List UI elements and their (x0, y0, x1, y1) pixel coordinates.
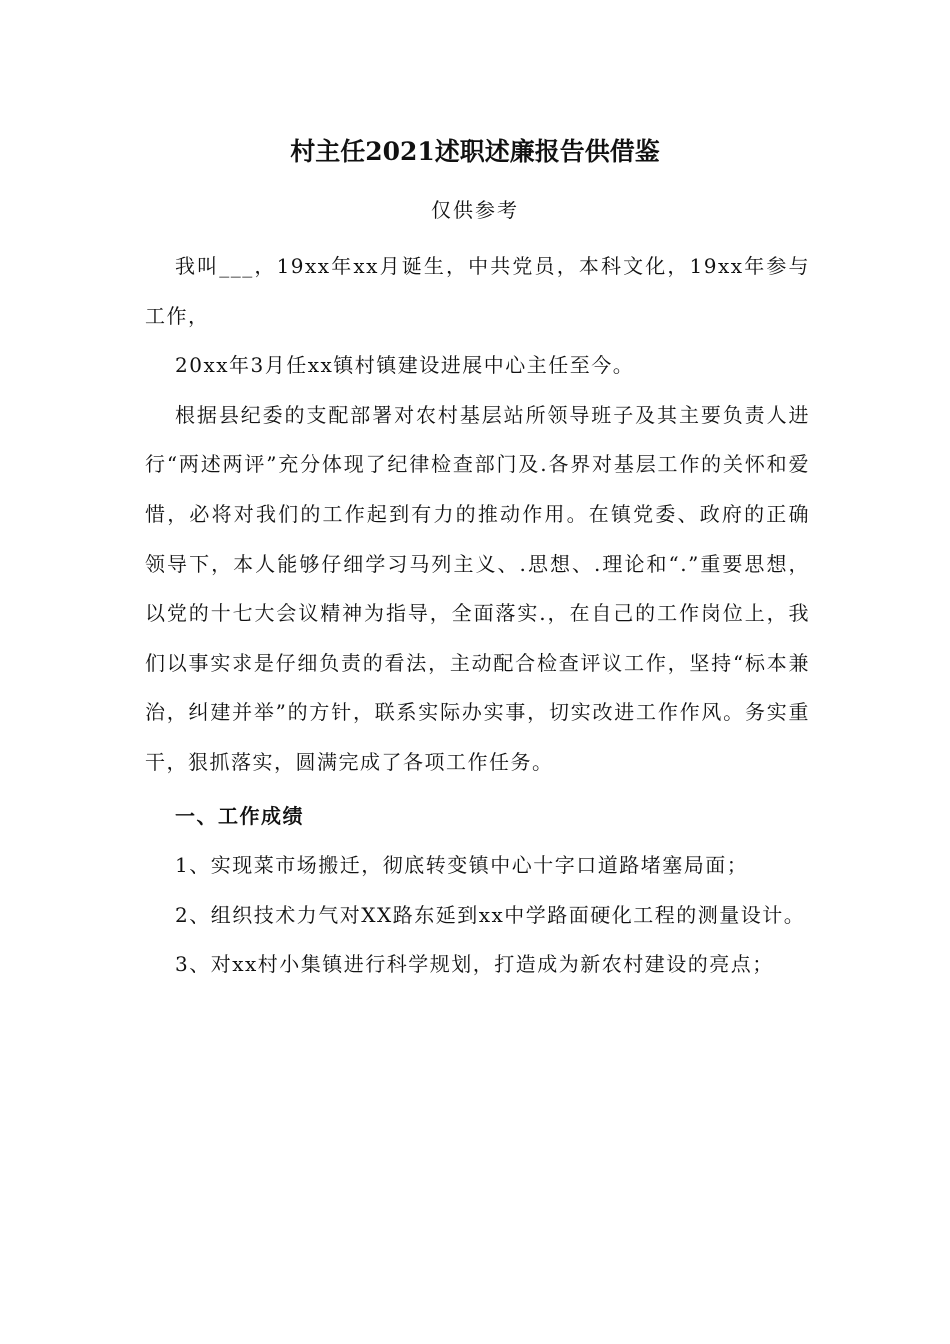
paragraph-intro: 我叫___，19xx年xx月诞生，中共党员，本科文化，19xx年参与工作， (145, 254, 810, 328)
document-body (145, 242, 810, 990)
document-subtitle: 仅供参考 (431, 198, 519, 222)
list-item: 2、组织技术力气对XX路东延到xx中学路面硬化工程的测量设计。 (175, 902, 806, 927)
paragraph-position: 20xx年3月任xx镇村镇建设进展中心主任至今。 (175, 353, 635, 378)
list-item: 3、对xx村小集镇进行科学规划，打造成为新农村建设的亮点； (175, 952, 774, 977)
document-title: 村主任2021述职述廉报告供借鉴 (290, 137, 660, 166)
paragraph-main: 根据县纪委的支配部署对农村基层站所领导班子及其主要负责人进行“两述两评”充分体现了纪律检查部门及.各界对基层工作的关怀和爱惜，必将对我们的工作起到有力的推动作用。在镇党委、政府的正确领导下，本人能够仔细学习马列主义、.思想、.理论和“.”重要思想，以党的十七大会议精神为指导，全面落实.，在自己的工作岗位上，我们以事实求是仔细负责的看法，主动配合检查评议工作，坚持“标本兼治，纠建并举”的方针，联系实际办实事，切实改进工作作风。务实重干，狠抓落实，圆满完成了各项工作任务。 (145, 402, 810, 774)
section-heading: 一、工作成绩 (175, 803, 304, 828)
list-item: 1、实现菜市场搬迁，彻底转变镇中心十字口道路堵塞局面； (175, 853, 749, 878)
